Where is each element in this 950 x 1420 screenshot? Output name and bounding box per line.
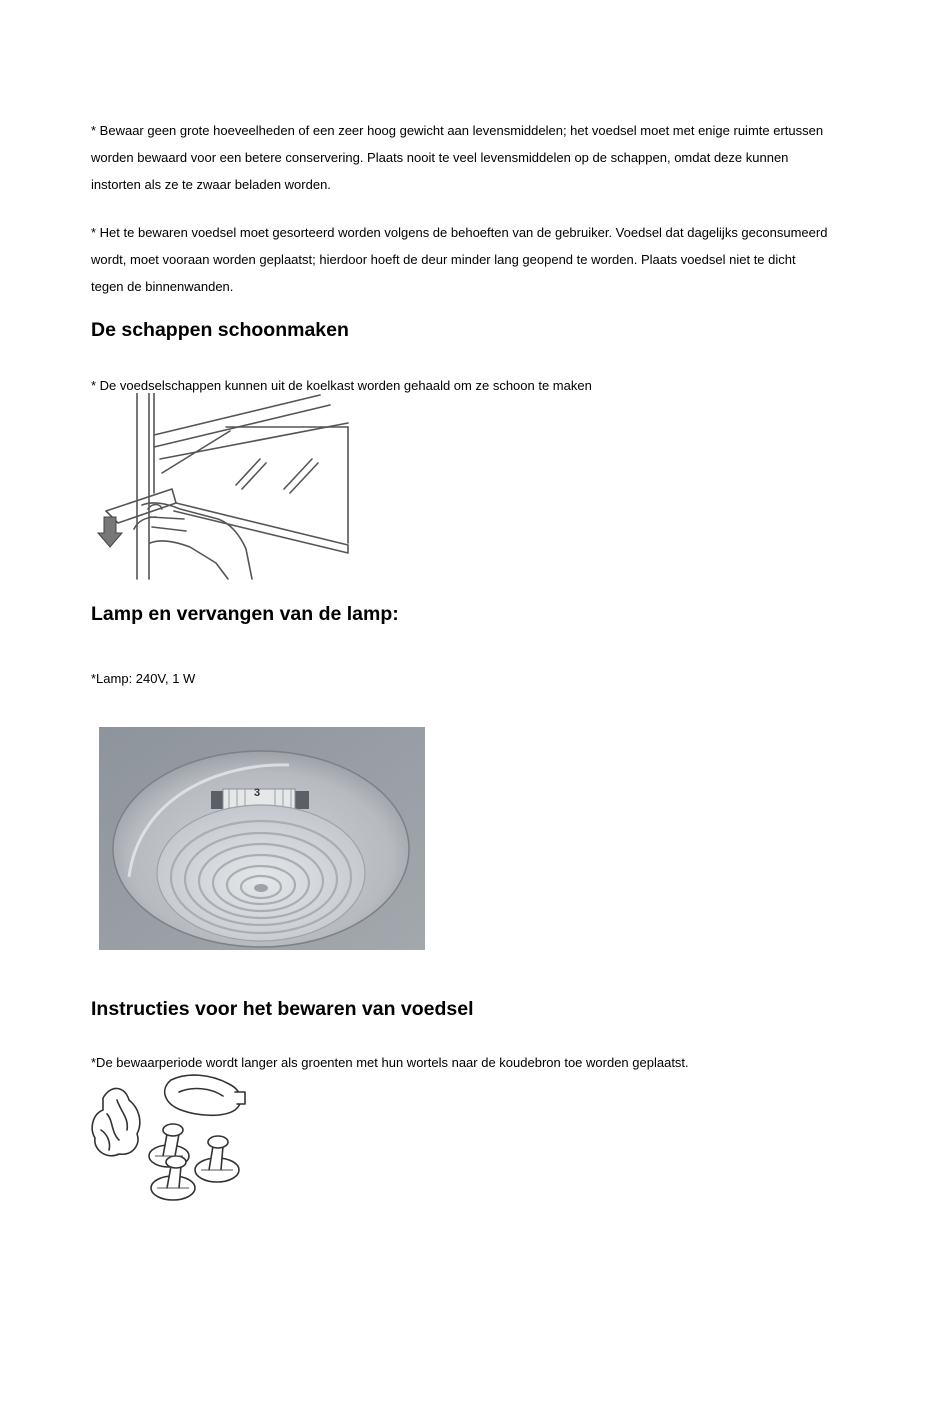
- shelves-cleaning-heading: De schappen schoonmaken: [91, 319, 349, 341]
- food-storage-text: *De bewaarperiode wordt langer als groenten met hun wortels naar de koudebron toe worden geplaatst.: [91, 1055, 689, 1070]
- shelf-removal-illustration: [90, 393, 350, 581]
- vegetables-illustration: [89, 1070, 249, 1204]
- lamp-cover-photo: [99, 727, 425, 950]
- shelves-cleaning-text: * De voedselschappen kunnen uit de koelkast worden gehaald om ze schoon te maken: [91, 378, 592, 393]
- lamp-specification: *Lamp: 240V, 1 W: [91, 671, 196, 686]
- storage-weight-paragraph: * Bewaar geen grote hoeveelheden of een zeer hoog gewicht aan levensmiddelen; het voedsel moet met enige ruimte ertussen worden bewaard voor een betere conservering. Plaats nooit te veel levensmiddelen op de schappen, omdat deze kunnen instorten als ze te zwaar beladen worden.: [91, 123, 824, 192]
- lamp-heading: Lamp en vervangen van de lamp:: [91, 603, 399, 625]
- lamp-dial-number: 3: [254, 787, 261, 799]
- food-storage-heading: Instructies voor het bewaren van voedsel: [91, 998, 474, 1020]
- food-sorting-paragraph: * Het te bewaren voedsel moet gesorteerd worden volgens de behoeften van de gebruiker. Voedsel dat dagelijks geconsumeerd wordt, moet vooraan worden geplaatst; hierdoor hoeft de deur minder lang geopend te worden. Plaats voedsel niet te dicht tegen de binnenwanden.: [91, 225, 828, 294]
